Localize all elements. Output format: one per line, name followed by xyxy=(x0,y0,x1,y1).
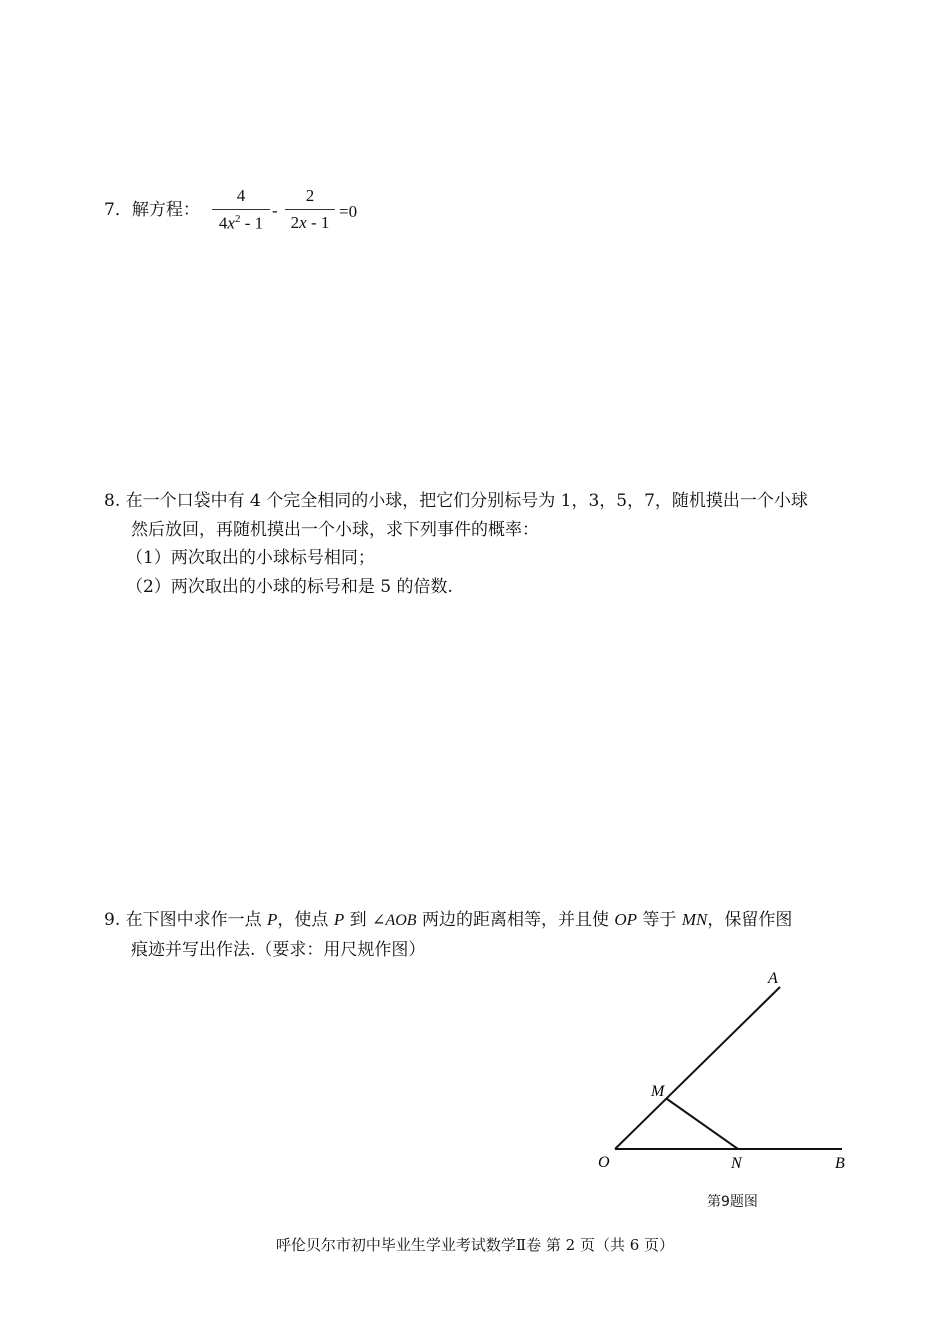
q7-frac2-denominator: 2x - 1 xyxy=(290,213,330,232)
q9-var-p-2: P xyxy=(333,910,345,929)
q9-line-1: 9. 在下图中求作一点 P，使点 P 到 ∠AOB 两边的距离相等，并且使 OP 等于 MN，保留作图 xyxy=(104,910,793,930)
figure-caption: 第9题图 xyxy=(707,1194,758,1210)
q7-frac1-numerator: 4 xyxy=(236,186,246,205)
q7-frac2-bar xyxy=(285,209,335,210)
q8-item-1: （1）两次取出的小球标号相同； xyxy=(126,548,375,568)
ray-oa xyxy=(615,987,780,1149)
q8-item-2: （2）两次取出的小球的标号和是 5 的倍数. xyxy=(126,577,453,597)
q9-angle-aob: ∠AOB xyxy=(372,912,417,929)
q9-angle-figure xyxy=(590,965,860,1180)
q7-prefix: 7．解方程： xyxy=(104,200,200,220)
q9-var-p: P xyxy=(267,910,278,929)
q7-fraction-1 xyxy=(212,186,270,234)
label-a: A xyxy=(768,970,778,987)
q7-equals-zero: =0 xyxy=(339,202,358,221)
q9-var-mn: MN xyxy=(681,910,708,929)
segment-mn xyxy=(667,1099,738,1149)
q8-line-2: 然后放回，再随机摸出一个小球，求下列事件的概率： xyxy=(131,520,539,540)
q7-frac2-numerator: 2 xyxy=(305,186,315,205)
q9-line-2: 痕迹并写出作法.（要求：用尺规作图） xyxy=(131,940,426,960)
q8-line-1: 8. 在一个口袋中有 4 个完全相同的小球，把它们分别标号为 1，3，5，7，随机摸出一个小球 xyxy=(104,491,808,511)
q7-frac1-denominator: $4x^2 - 1$ xyxy=(218,213,264,233)
q7-minus-sign: - xyxy=(272,201,278,220)
page-footer: 呼伦贝尔市初中毕业生学业考试数学Ⅱ卷 第 2 页（共 6 页） xyxy=(275,1236,675,1254)
label-o: O xyxy=(598,1154,610,1171)
q7-fraction-2 xyxy=(285,186,335,233)
label-n: N xyxy=(731,1155,742,1172)
label-b: B xyxy=(835,1155,845,1172)
q7-frac1-bar xyxy=(212,209,270,210)
label-m: M xyxy=(651,1083,665,1100)
q9-var-op: OP xyxy=(614,910,638,929)
